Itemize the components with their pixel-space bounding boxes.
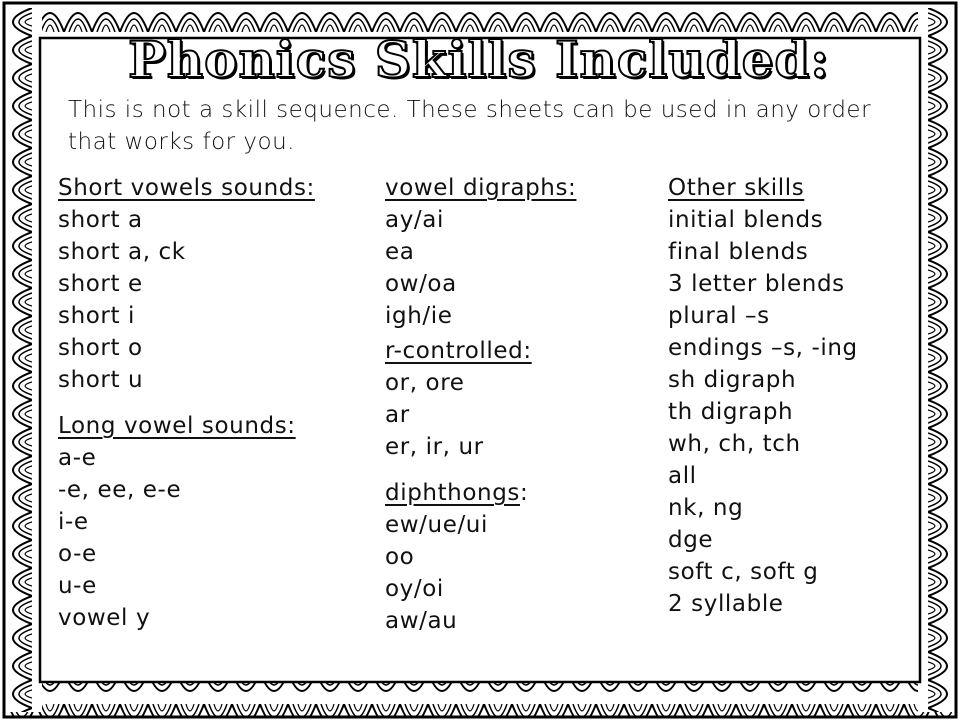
list-item: i-e xyxy=(58,509,89,535)
other-skills-heading: Other skills xyxy=(668,175,805,201)
list-item: th digraph xyxy=(668,399,794,425)
list-item: soft c, soft g xyxy=(668,559,819,585)
list-item: ew/ue/ui xyxy=(385,512,488,538)
r-controlled-heading: r-controlled: xyxy=(385,338,532,364)
diphthongs-heading-colon: : xyxy=(520,480,529,506)
list-item: dge xyxy=(668,527,714,553)
subtitle-note: This is not a skill sequence. These sheets can be used in any order that works for you. xyxy=(68,97,872,155)
list-item: nk, ng xyxy=(668,495,744,521)
list-item: a-e xyxy=(58,445,97,471)
list-item: ow/oa xyxy=(385,271,457,297)
list-item: all xyxy=(668,463,697,489)
list-item: endings –s, -ing xyxy=(668,335,858,361)
list-item: short a xyxy=(58,207,143,233)
diphthongs-heading xyxy=(385,477,576,509)
vowel-digraphs-heading: vowel digraphs: xyxy=(385,175,577,201)
list-item: ar xyxy=(385,402,410,428)
list-item: 2 syllable xyxy=(668,591,784,617)
long-vowels-heading: Long vowel sounds: xyxy=(58,413,296,439)
list-item: ea xyxy=(385,239,415,265)
list-item: er, ir, ur xyxy=(385,434,484,460)
page-title: Phonics Skills Included: xyxy=(128,30,830,89)
list-item: o-e xyxy=(58,541,97,567)
list-item: -e, ee, e-e xyxy=(58,477,182,503)
diphthongs-heading-label: diphthongs xyxy=(385,480,520,506)
list-item: short e xyxy=(58,271,143,297)
list-item: ay/ai xyxy=(385,207,444,233)
list-item: short i xyxy=(58,303,136,329)
list-item: wh, ch, tch xyxy=(668,431,801,457)
column-digraphs xyxy=(385,172,576,637)
list-item: short u xyxy=(58,367,144,393)
list-item: short o xyxy=(58,335,143,361)
list-item: final blends xyxy=(668,239,809,265)
list-item: oo xyxy=(385,544,415,570)
list-item: initial blends xyxy=(668,207,824,233)
list-item: oy/oi xyxy=(385,576,444,602)
list-item: sh digraph xyxy=(668,367,797,393)
list-item: aw/au xyxy=(385,608,458,634)
list-item: vowel y xyxy=(58,605,151,631)
list-item: igh/ie xyxy=(385,303,453,329)
short-vowels-heading: Short vowels sounds: xyxy=(58,175,315,201)
list-item: u-e xyxy=(58,573,97,599)
list-item: plural –s xyxy=(668,303,770,329)
list-item: short a, ck xyxy=(58,239,186,265)
list-item: or, ore xyxy=(385,370,465,396)
column-vowels xyxy=(58,172,315,634)
list-item: 3 letter blends xyxy=(668,271,845,297)
column-other-skills xyxy=(668,172,858,620)
